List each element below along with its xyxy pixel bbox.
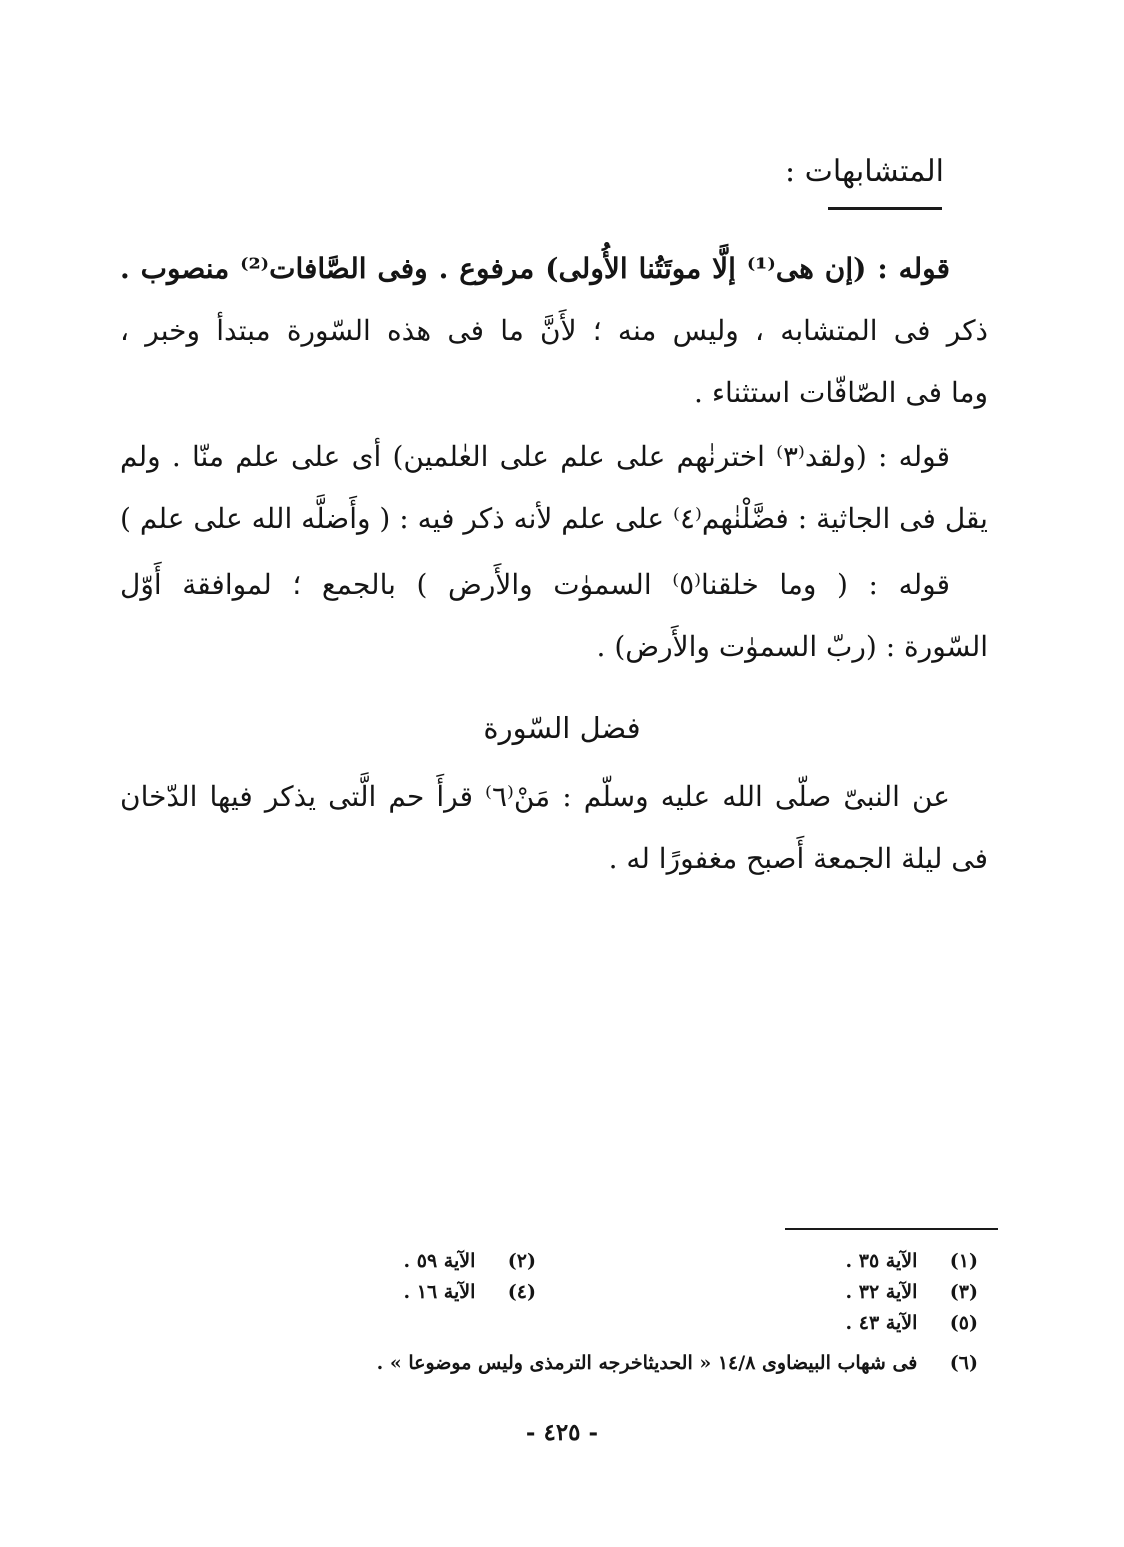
footnote-text: الآية ٣٢ .	[845, 1281, 918, 1303]
footnote-number: (٥)	[949, 1312, 978, 1334]
heading-underline	[828, 207, 942, 210]
virtue-paragraph	[120, 766, 988, 890]
paragraph-line: عن النبىّ صلّى الله عليه وسلّم : مَنْ⁽٦⁾ قرأَ حم الَّتى يذكر فيها الدّخان	[120, 780, 950, 813]
footnote-2	[404, 1246, 537, 1276]
paragraph-line: قوله : (إن هى⁽¹⁾ إلَّا موتَتُنا الأُولى) مرفوع . وفى الصَّافات⁽²⁾ منصوب .	[120, 252, 950, 285]
paragraph-line: قوله : (ولقد⁽٣⁾ اخترنٰهم على علم على العٰلمين) أى على علم منّا . ولم	[120, 440, 951, 473]
footnote-text: الآية ٤٣ .	[845, 1312, 918, 1334]
footnote-3	[846, 1277, 979, 1307]
footnote-6	[377, 1348, 978, 1378]
footnote-separator	[785, 1228, 998, 1230]
footnote-text: الآية ٣٥ .	[845, 1250, 918, 1272]
paragraph-3	[120, 554, 988, 678]
paragraph-line: وما فى الصّافّات استثناء .	[694, 376, 988, 409]
section-title: فضل السّورة	[483, 711, 641, 745]
page-number: - ٤٢٥ -	[525, 1419, 599, 1446]
paragraph-line: قوله : ( وما خلقنا⁽٥⁾ السموٰت والأَرض ) بالجمع ؛ لموافقة أَوّل	[120, 568, 950, 601]
footnote-4	[404, 1277, 537, 1307]
paragraph-line: ذكر فى المتشابه ، وليس منه ؛ لأَنَّ ما فى هذه السّورة مبتدأ وخبر ،	[120, 314, 988, 347]
footnote-text: الآية ٥٩ .	[403, 1250, 476, 1272]
footnote-number: (٢)	[507, 1250, 536, 1272]
footnote-5	[846, 1308, 979, 1338]
paragraph-2	[120, 426, 988, 550]
paragraph-1	[120, 238, 988, 424]
footnote-text: الآية ١٦ .	[403, 1281, 476, 1303]
footnote-text: فى شهاب البيضاوى ١٤/٨ « الحديثاخرجه الترمذى وليس موضوعا » .	[376, 1352, 918, 1374]
footnote-number: (٣)	[949, 1281, 978, 1303]
footnote-number: (٤)	[507, 1281, 536, 1303]
footnote-1	[846, 1246, 979, 1276]
paragraph-line: فى ليلة الجمعة أَصبح مغفورًا له .	[608, 842, 988, 875]
paragraph-line: السّورة : (ربّ السموٰت والأَرض) .	[596, 630, 988, 663]
paragraph-line: يقل فى الجاثية : فضَّلْنٰهم⁽٤⁾ على علم لأنه ذكر فيه : ( وأَضلَّه الله على علم )	[120, 502, 988, 535]
footnote-number: (١)	[949, 1250, 978, 1272]
footnote-number: (٦)	[949, 1352, 978, 1374]
section-heading: المتشابهات :	[785, 154, 944, 189]
